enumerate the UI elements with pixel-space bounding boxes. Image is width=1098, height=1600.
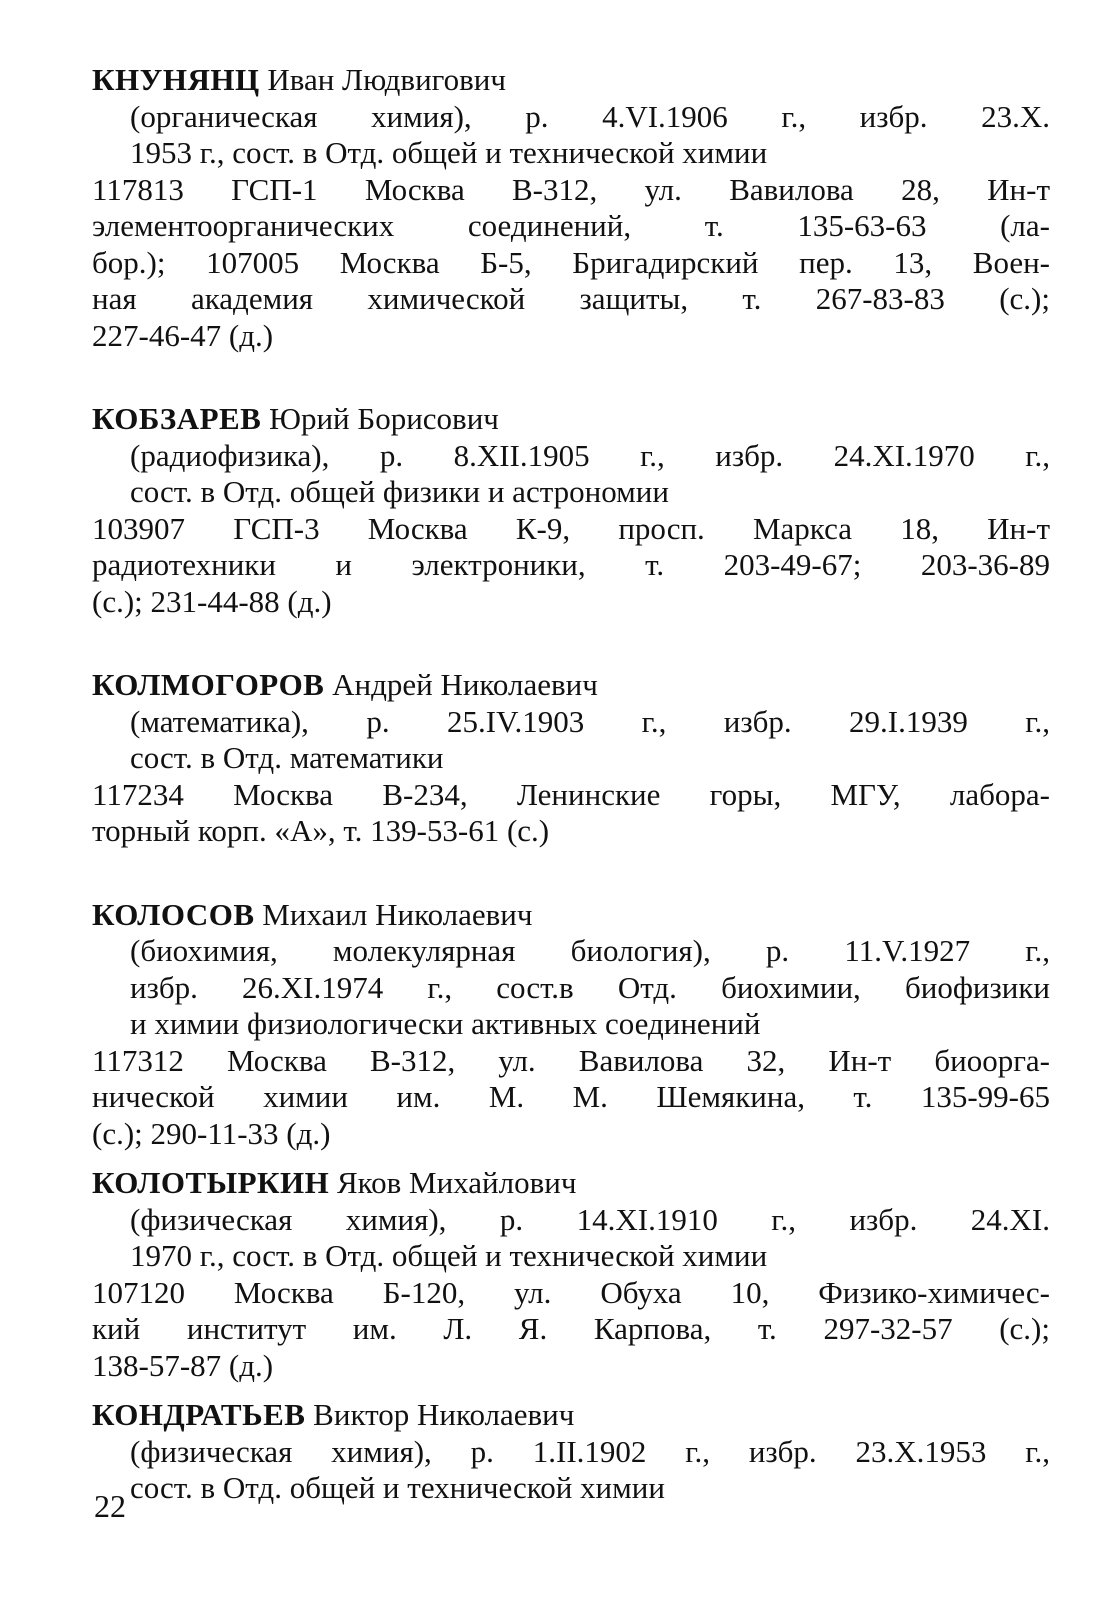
entry-address xyxy=(92,777,1050,850)
info-line: и химии физиологически активных соединений xyxy=(130,1006,761,1041)
entry-address xyxy=(92,172,1050,355)
entry-kolotyrkin xyxy=(92,1165,1050,1384)
entry-info xyxy=(92,438,1050,511)
entry-given-name: Яков Михайлович xyxy=(337,1165,577,1200)
address-line: 117813 ГСП-1 Москва В-312, ул. Вавилова 28, Ин-т xyxy=(92,171,1050,207)
entry-given-name: Виктор Николаевич xyxy=(313,1397,575,1432)
page-number: 22 xyxy=(94,1488,126,1524)
entry-heading xyxy=(92,1165,1050,1202)
address-line: элементоорганических соединений, т. 135-63-63 (ла- xyxy=(92,208,1050,243)
info-line: (физическая химия), р. 14.XI.1910 г., избр. 24.XI. xyxy=(130,1201,1050,1237)
entry-given-name: Андрей Николаевич xyxy=(332,667,598,702)
info-line: избр. 26.XI.1974 г., сост.в Отд. биохимии, биофизики xyxy=(130,969,1050,1005)
entry-heading xyxy=(92,62,1050,99)
address-line: торный корп. «А», т. 139-53-61 (с.) xyxy=(92,813,550,848)
entry-surname: КОЛМОГОРОВ xyxy=(92,667,325,702)
address-line: 138-57-87 (д.) xyxy=(92,1347,274,1383)
info-line: (физическая химия), р. 1.II.1902 г., избр. 23.X.1953 г., xyxy=(130,1433,1050,1469)
entry-given-name: Иван Людвигович xyxy=(267,62,506,97)
entry-surname: КОЛОТЫРКИН xyxy=(92,1165,330,1200)
entry-kolmogorov xyxy=(92,667,1050,850)
entry-heading xyxy=(92,401,1050,438)
entry-given-name: Михаил Николаевич xyxy=(262,896,533,932)
info-line: 1970 г., сост. в Отд. общей и технической химии xyxy=(130,1238,768,1273)
entry-surname: КНУНЯНЦ xyxy=(92,62,260,97)
entry-address xyxy=(92,1275,1050,1385)
entry-heading xyxy=(92,897,1050,934)
address-line: (с.); 231-44-88 (д.) xyxy=(92,583,332,619)
address-line: (с.); 290-11-33 (д.) xyxy=(92,1115,331,1151)
entry-heading xyxy=(92,1397,1050,1434)
info-line: сост. в Отд. математики xyxy=(130,740,444,775)
address-line: 117234 Москва В-234, Ленинские горы, МГУ, лабора- xyxy=(92,776,1050,812)
address-line: ная академия химической защиты, т. 267-83-83 (с.); xyxy=(92,281,1050,316)
entry-surname: КОНДРАТЬЕВ xyxy=(92,1397,306,1432)
entry-surname: КОБЗАРЕВ xyxy=(92,401,262,436)
address-line: бор.); 107005 Москва Б-5, Бригадирский пер. 13, Воен- xyxy=(92,244,1050,280)
entry-kolosov xyxy=(92,897,1050,1153)
entry-info xyxy=(92,1202,1050,1275)
info-line: сост. в Отд. общей физики и астрономии xyxy=(130,474,669,509)
entry-kondratyev xyxy=(92,1397,1050,1507)
entry-knunyants xyxy=(92,62,1050,354)
address-line: 103907 ГСП-3 Москва К-9, просп. Маркса 18, Ин-т xyxy=(92,510,1050,546)
address-line: 107120 Москва Б-120, ул. Обуха 10, Физико-химичес- xyxy=(92,1274,1050,1310)
address-line: 227-46-47 (д.) xyxy=(92,317,274,353)
info-line: (органическая химия), р. 4.VI.1906 г., избр. 23.X. xyxy=(130,98,1050,134)
entry-heading xyxy=(92,667,1050,704)
info-line: (радиофизика), р. 8.XII.1905 г., избр. 24.XI.1970 г., xyxy=(130,437,1050,473)
entry-kobzarev xyxy=(92,401,1050,620)
entry-surname: КОЛОСОВ xyxy=(92,896,255,932)
info-line: 1953 г., сост. в Отд. общей и технической химии xyxy=(130,135,768,170)
directory-page xyxy=(92,62,1050,1507)
address-line: радиотехники и электроники, т. 203-49-67; 203-36-89 xyxy=(92,547,1050,582)
address-line: 117312 Москва В-312, ул. Вавилова 32, Ин-т биоорга- xyxy=(92,1042,1050,1078)
address-line: кий институт им. Л. Я. Карпова, т. 297-32-57 (с.); xyxy=(92,1311,1050,1346)
entry-given-name: Юрий Борисович xyxy=(269,401,499,436)
entry-info xyxy=(92,933,1050,1043)
entry-info xyxy=(92,704,1050,777)
info-line: (биохимия, молекулярная биология), р. 11.V.1927 г., xyxy=(130,933,1050,968)
entry-address xyxy=(92,1043,1050,1153)
info-line: сост. в Отд. общей и технической химии xyxy=(130,1470,665,1505)
entry-info xyxy=(92,1434,1050,1507)
info-line: (математика), р. 25.IV.1903 г., избр. 29.I.1939 г., xyxy=(130,703,1050,739)
entry-info xyxy=(92,99,1050,172)
address-line: нической химии им. М. М. Шемякина, т. 135-99-65 xyxy=(92,1079,1050,1114)
entry-address xyxy=(92,511,1050,621)
